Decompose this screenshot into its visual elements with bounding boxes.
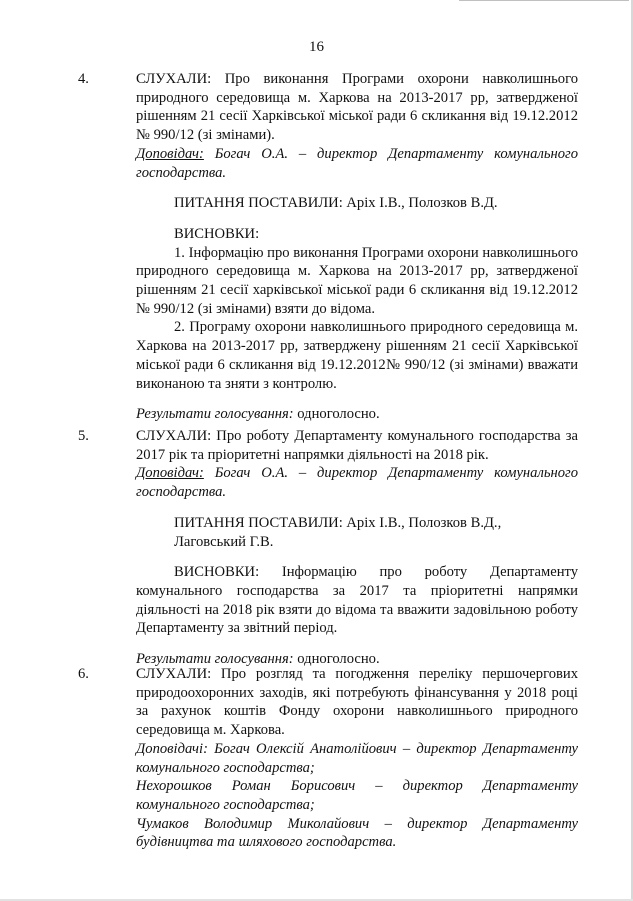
item-number: 5. — [78, 428, 89, 444]
vote-result — [136, 405, 578, 424]
speakers-line-1: Доповідачі: Богач Олексій Анатолійович – директор Департаменту комунального господарства; — [136, 740, 578, 776]
item-number: 6. — [78, 666, 89, 682]
heard-paragraph: СЛУХАЛИ: Про виконання Програми охорони навколишнього природного середовища м. Харкова на 2013-2017 рр, затвердженої рішенням 21 сесії Харківської міської ради 6 скликання від 19.12.2012 № 990/12 (зі змінами). — [136, 71, 578, 144]
vote-label: Результати голосування: — [136, 406, 294, 423]
speaker-label: Доповідач: — [136, 145, 204, 162]
vote-value: одноголосно. — [293, 406, 380, 423]
vote-label: Результати голосування: — [136, 651, 294, 668]
conclusion-2: 2. Програму охорони навколишнього природного середовища м. Харкова на 2013-2017 рр, затверджену рішенням 21 сесії Харківської міської ради 6 скликання від 19.12.2012№ 990/12 (зі змінами) вважати виконаною та зняти з контролю. — [136, 319, 578, 392]
conclusions-title: ВИСНОВКИ: — [174, 225, 260, 242]
heard-paragraph: СЛУХАЛИ: Про роботу Департаменту комунального господарства за 2017 рік та пріоритетні напрямки діяльності на 2018 рік. — [136, 428, 578, 463]
item-body — [136, 427, 578, 669]
questions-line-2: Лаговський Г.В. — [174, 533, 274, 550]
questions-line: ПИТАННЯ ПОСТАВИЛИ: Аріх І.В., Полозков В.Д., — [174, 514, 502, 531]
speaker-line — [136, 464, 578, 501]
item-number: 4. — [78, 71, 89, 87]
item-body — [136, 70, 578, 424]
vote-value: одноголосно. — [293, 651, 380, 668]
scan-edge-mark — [459, 0, 629, 1]
speakers-line-3: Чумаков Володимир Миколайович – директор Департаменту будівництва та шляхового господарства. — [136, 815, 578, 851]
item-body — [136, 665, 578, 852]
page-number: 16 — [309, 39, 324, 55]
questions-line: ПИТАННЯ ПОСТАВИЛИ: Аріх І.В., Полозков В.Д. — [174, 195, 498, 212]
conclusions: ВИСНОВКИ: Інформацію про роботу Департаменту комунального господарства за 2017 та пріоритетні напрямки діяльності на 2018 рік взяти до відома та вважити задовільною роботу Департаменту за звітний період. — [136, 564, 578, 637]
speaker-label: Доповідач: — [136, 465, 204, 482]
speakers-line-2: Нехорошков Роман Борисович – директор Департаменту комунального господарства; — [136, 778, 578, 813]
speaker-line — [136, 145, 578, 182]
speaker-text: Богач О.А. – директор Департаменту комунального господарства. — [136, 465, 578, 501]
speaker-text: Богач О.А. – директор Департаменту комунального господарства. — [136, 145, 578, 181]
conclusion-1: 1. Інформацію про виконання Програми охорони навколишнього природного середовища м. Харкова на 2013-2017 рр, затвердженої рішенням 21 сесії харківської міської ради 6 скликання від 19.12.2012 № 990/12 (зі змінами) взяти до відома. — [136, 244, 578, 317]
heard-paragraph: СЛУХАЛИ: Про розгляд та погодження переліку першочергових природоохоронних заходів, які потребують фінансування у 2018 році за рахунок коштів Фонду охорони навколишнього природного середовища м. Харкова. — [136, 666, 578, 739]
